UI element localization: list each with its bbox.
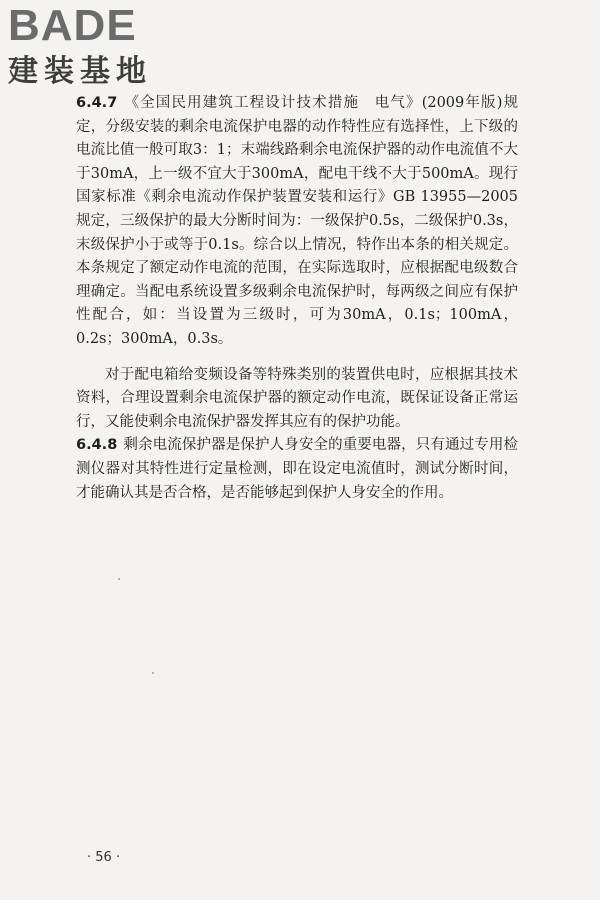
clause-6-4-7-para-2: 对于配电箱给变频设备等特殊类别的装置供电时，应根据其技术资料，合理设置剩余电流保护器的额定动作电流，既保证设备正常运行，又能使剩余电流保护器发挥其应有的保护功能。 bbox=[76, 366, 518, 430]
clause-number: 6.4.7 bbox=[76, 95, 118, 111]
clause-number: 6.4.8 bbox=[76, 437, 118, 454]
page-number: · 56 · bbox=[87, 850, 121, 865]
document-body bbox=[76, 92, 518, 505]
scan-speck bbox=[152, 672, 154, 674]
scan-speck bbox=[118, 578, 120, 580]
watermark-brand: BADE bbox=[8, 1, 137, 50]
clause-6-4-8-para-1 bbox=[76, 434, 518, 505]
watermark-logo bbox=[8, 1, 178, 96]
clause-text: 剩余电流保护器是保护人身安全的重要电器，只有通过专用检测仪器对其特性进行定量检测，即在设定电流值时，测试分断时间，才能确认其是否合格，是否能够起到保护人身安全的作用。 bbox=[76, 437, 518, 501]
watermark-subtitle: 建装基地 bbox=[8, 54, 152, 89]
clause-6-4-7-para-1 bbox=[76, 92, 518, 352]
clause-text: 《全国民用建筑工程设计技术措施 电气》(2009年版)规定，分级安装的剩余电流保护电器的动作特性应有选择性，上下级的电流比值一般可取3：1；末端线路剩余电流保护器的动作电流值不大于30mA，上一级不宜大于300mA，配电干线不大于500mA。现行国家标准《剩余电流动作保护装置安装和运行》GB 13955—2005规定，三级保护的最大分断时间为：一级保护0.5s，二级保护0.3s，末级保护小于或等于0.1s。综合以上情况，特作出本条的相关规定。本条规定了额定动作电流的范围，在实际选取时，应根据配电级数合理确定。当配电系统设置多级剩余电流保护时，每两级之间应有保护性配合，如：当设置为三级时，可为30mA，0.1s；100mA，0.2s；300mA，0.3s。 bbox=[76, 95, 518, 347]
